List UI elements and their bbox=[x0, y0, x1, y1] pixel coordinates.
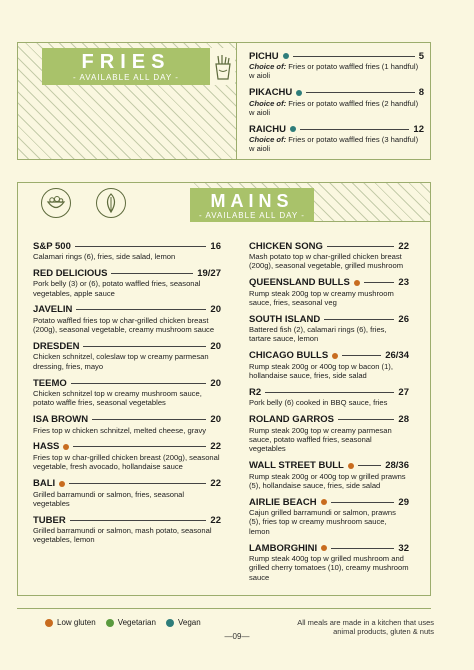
menu-item bbox=[33, 340, 221, 371]
item-price: 22 bbox=[210, 478, 221, 490]
item-description bbox=[249, 135, 424, 154]
item-price: 22 bbox=[210, 514, 221, 526]
item-description: Battered fish (2), calamari rings (6), fries, tartare sauce, lemon bbox=[249, 325, 387, 344]
menu-item-raichu bbox=[249, 123, 424, 154]
leader-line bbox=[300, 129, 409, 130]
item-description: Grilled barramundi or salmon, mash potato, seasonal vegetables, lemon bbox=[33, 526, 212, 545]
item-name: WALL STREET BULL bbox=[249, 460, 344, 472]
leader-line bbox=[342, 355, 381, 356]
leader-line bbox=[111, 273, 193, 274]
leader-line bbox=[306, 92, 414, 93]
item-name: RED DELICIOUS bbox=[33, 267, 108, 279]
menu-item bbox=[249, 542, 409, 582]
item-description-text: Fries or potato waffled fries (3 handful) w aioli bbox=[249, 135, 419, 154]
item-description: Fries top w chicken schnitzel, melted cheese, gravy bbox=[33, 425, 207, 435]
leader-line bbox=[70, 520, 207, 521]
allergen-footnote: All meals are made in a kitchen that uses animal products, gluten & nuts bbox=[297, 618, 434, 636]
leader-line bbox=[76, 309, 206, 310]
item-price: 8 bbox=[418, 87, 424, 99]
item-name: BALI bbox=[33, 478, 56, 490]
item-price: 26 bbox=[398, 313, 409, 325]
mains-icons bbox=[18, 183, 148, 222]
leader-line bbox=[338, 419, 394, 420]
low-gluten-dot-icon bbox=[45, 619, 53, 627]
legend-label: Low gluten bbox=[57, 618, 96, 627]
item-price: 20 bbox=[210, 304, 221, 316]
item-description: Rump steak 200g top w creamy parmesan sauce, potato waffled fries, seasonal vegetables bbox=[249, 425, 392, 454]
legend-label: Vegetarian bbox=[117, 618, 156, 627]
low-gluten-dot-icon bbox=[63, 444, 69, 450]
item-name: CHICAGO BULLS bbox=[249, 350, 329, 362]
low-gluten-dot-icon bbox=[59, 481, 65, 487]
menu-item bbox=[249, 496, 409, 536]
item-price: 22 bbox=[210, 441, 221, 453]
mains-left-column bbox=[33, 240, 221, 551]
item-price: 12 bbox=[413, 123, 424, 135]
leader-line bbox=[83, 346, 206, 347]
item-description: Chicken schnitzel top w creamy mushroom sauce, potato waffle fries, seasonal vegetables bbox=[33, 389, 202, 408]
vegan-dot-icon bbox=[296, 90, 302, 96]
item-description-text: Fries or potato waffled fries (1 handful) w aioli bbox=[249, 62, 419, 81]
item-name: PIKACHU bbox=[249, 87, 293, 99]
item-price: 20 bbox=[210, 414, 221, 426]
item-description: Cajun grilled barramundi or salmon, prawns (5), fries top w creamy mushroom sauce, lemon bbox=[249, 508, 396, 536]
item-description: Pork belly (6) cooked in BBQ sauce, fries bbox=[249, 398, 388, 408]
leader-line bbox=[69, 483, 206, 484]
item-description: Rump steak 400g top w grilled mushroom and grilled cherry tomatoes (10), creamy mushroom sauce bbox=[249, 554, 409, 582]
low-gluten-dot-icon bbox=[332, 353, 338, 359]
legend-vegetarian bbox=[106, 618, 156, 627]
dietary-legend bbox=[45, 618, 211, 627]
mains-right-column bbox=[249, 240, 409, 588]
item-description: Calamari rings (6), fries, side salad, lemon bbox=[33, 252, 176, 261]
item-name: R2 bbox=[249, 386, 262, 398]
leader-line bbox=[265, 392, 394, 393]
menu-item bbox=[33, 478, 221, 509]
vegan-dot-icon bbox=[290, 126, 296, 132]
fries-title: FRIES bbox=[81, 51, 171, 73]
choice-label: Choice of: bbox=[249, 98, 287, 108]
item-name: AIRLIE BEACH bbox=[249, 496, 317, 508]
menu-item-pikachu bbox=[249, 87, 424, 118]
item-description: Chicken schnitzel, coleslaw top w creamy parmesan dressing, fries, mayo bbox=[33, 352, 209, 371]
item-name: S&P 500 bbox=[33, 240, 71, 252]
fries-subtitle: - AVAILABLE ALL DAY - bbox=[73, 73, 179, 82]
vegan-dot-icon bbox=[166, 619, 174, 627]
item-name: DRESDEN bbox=[33, 340, 80, 352]
page-number-text: —09— bbox=[224, 632, 250, 641]
menu-item bbox=[249, 350, 409, 381]
item-description: Rump steak 200g top w creamy mushroom sauce, fries, seasonal veg bbox=[249, 288, 394, 307]
item-price: 28 bbox=[398, 414, 409, 426]
item-price: 16 bbox=[210, 240, 221, 252]
item-description: Rump steak 200g or 400g top w grilled prawns (5), hollandaise sauce, fries, side salad bbox=[249, 471, 406, 490]
menu-item bbox=[33, 304, 221, 335]
leader-line bbox=[358, 465, 381, 466]
item-price: 26/34 bbox=[385, 350, 409, 362]
fries-banner bbox=[42, 48, 210, 85]
vegetarian-dot-icon bbox=[106, 619, 114, 627]
item-name: SOUTH ISLAND bbox=[249, 313, 321, 325]
item-name: LAMBORGHINI bbox=[249, 542, 318, 554]
item-name: PICHU bbox=[249, 50, 279, 62]
menu-item bbox=[249, 313, 409, 344]
leader-line bbox=[331, 502, 395, 503]
leader-line bbox=[293, 56, 415, 57]
item-name: TUBER bbox=[33, 514, 66, 526]
leader-line bbox=[327, 246, 395, 247]
item-price: 27 bbox=[398, 386, 409, 398]
leader-line bbox=[92, 419, 206, 420]
leader-line bbox=[331, 548, 394, 549]
choice-label: Choice of: bbox=[249, 62, 287, 71]
legend-vegan bbox=[166, 618, 201, 627]
choice-label: Choice of: bbox=[249, 135, 287, 145]
item-description bbox=[249, 62, 424, 81]
item-name: HASS bbox=[33, 441, 60, 453]
menu-item-pichu bbox=[249, 50, 424, 81]
menu-item bbox=[33, 267, 221, 298]
legend-label: Vegan bbox=[177, 618, 201, 627]
menu-item bbox=[249, 460, 409, 491]
fries-section bbox=[17, 42, 431, 160]
item-description: Mash potato top w char-grilled chicken breast (200g), seasonal vegetable, grilled mushroom bbox=[249, 252, 404, 271]
item-description: Grilled barramundi or salmon, fries, seasonal vegetables bbox=[33, 489, 185, 508]
hatch-gap bbox=[148, 183, 190, 222]
item-description bbox=[249, 99, 424, 118]
leader-line bbox=[324, 319, 394, 320]
item-name: ISA BROWN bbox=[33, 414, 89, 426]
item-name: JAVELIN bbox=[33, 304, 73, 316]
item-price: 32 bbox=[398, 542, 409, 554]
fries-header-panel bbox=[18, 43, 237, 159]
item-price: 28/36 bbox=[385, 460, 409, 472]
menu-item bbox=[249, 240, 409, 271]
leader-line bbox=[71, 383, 207, 384]
salad-bowl-icon bbox=[41, 188, 71, 218]
fries-icon bbox=[210, 48, 235, 85]
leaf-icon bbox=[96, 188, 126, 218]
low-gluten-dot-icon bbox=[348, 463, 354, 469]
mains-header bbox=[18, 183, 430, 222]
mains-title: MAINS bbox=[210, 191, 294, 211]
item-price: 22 bbox=[398, 240, 409, 252]
mains-subtitle: - AVAILABLE ALL DAY - bbox=[199, 211, 305, 220]
item-name: ROLAND GARROS bbox=[249, 414, 334, 426]
item-price: 20 bbox=[210, 340, 221, 352]
item-description: Rump steak 200g or 400g top w bacon (1), hollandaise sauce, fries, side salad bbox=[249, 361, 393, 381]
menu-item bbox=[33, 441, 221, 472]
leader-line bbox=[75, 246, 207, 247]
fries-items bbox=[249, 50, 424, 160]
low-gluten-dot-icon bbox=[354, 280, 360, 286]
menu-item bbox=[249, 386, 409, 407]
low-gluten-dot-icon bbox=[321, 499, 327, 505]
item-name: RAICHU bbox=[249, 123, 286, 135]
item-description: Pork belly (3) or (6), potato waffled fries, seasonal vegetables, apple sauce bbox=[33, 279, 201, 298]
menu-item bbox=[33, 240, 221, 261]
mains-banner bbox=[190, 188, 314, 222]
item-description: Potato waffled fries top w char-grilled chicken breast (200g), seasonal vegetable, creamy mushroom sauce bbox=[33, 315, 215, 335]
item-description-text: Fries or potato waffled fries (2 handful) w aioli bbox=[249, 98, 419, 117]
item-name: TEEMO bbox=[33, 377, 67, 389]
menu-item bbox=[249, 414, 409, 454]
low-gluten-dot-icon bbox=[321, 545, 327, 551]
page-number bbox=[0, 632, 474, 641]
vegan-dot-icon bbox=[283, 53, 289, 59]
item-price: 20 bbox=[210, 377, 221, 389]
footer-divider bbox=[17, 608, 431, 609]
item-name: CHICKEN SONG bbox=[249, 240, 323, 252]
item-name: QUEENSLAND BULLS bbox=[249, 277, 350, 289]
item-price: 19/27 bbox=[197, 267, 221, 279]
legend-low-gluten bbox=[45, 618, 96, 627]
menu-item bbox=[33, 414, 221, 435]
item-price: 23 bbox=[398, 277, 409, 289]
item-price: 5 bbox=[418, 50, 424, 62]
menu-item bbox=[33, 514, 221, 545]
menu-item bbox=[249, 277, 409, 308]
leader-line bbox=[364, 282, 395, 283]
item-price: 29 bbox=[398, 496, 409, 508]
leader-line bbox=[73, 446, 206, 447]
menu-item bbox=[33, 377, 221, 408]
item-description: Fries top w char-grilled chicken breast (200g), seasonal vegetable, fresh avocado, hollandaise sauce bbox=[33, 452, 220, 472]
